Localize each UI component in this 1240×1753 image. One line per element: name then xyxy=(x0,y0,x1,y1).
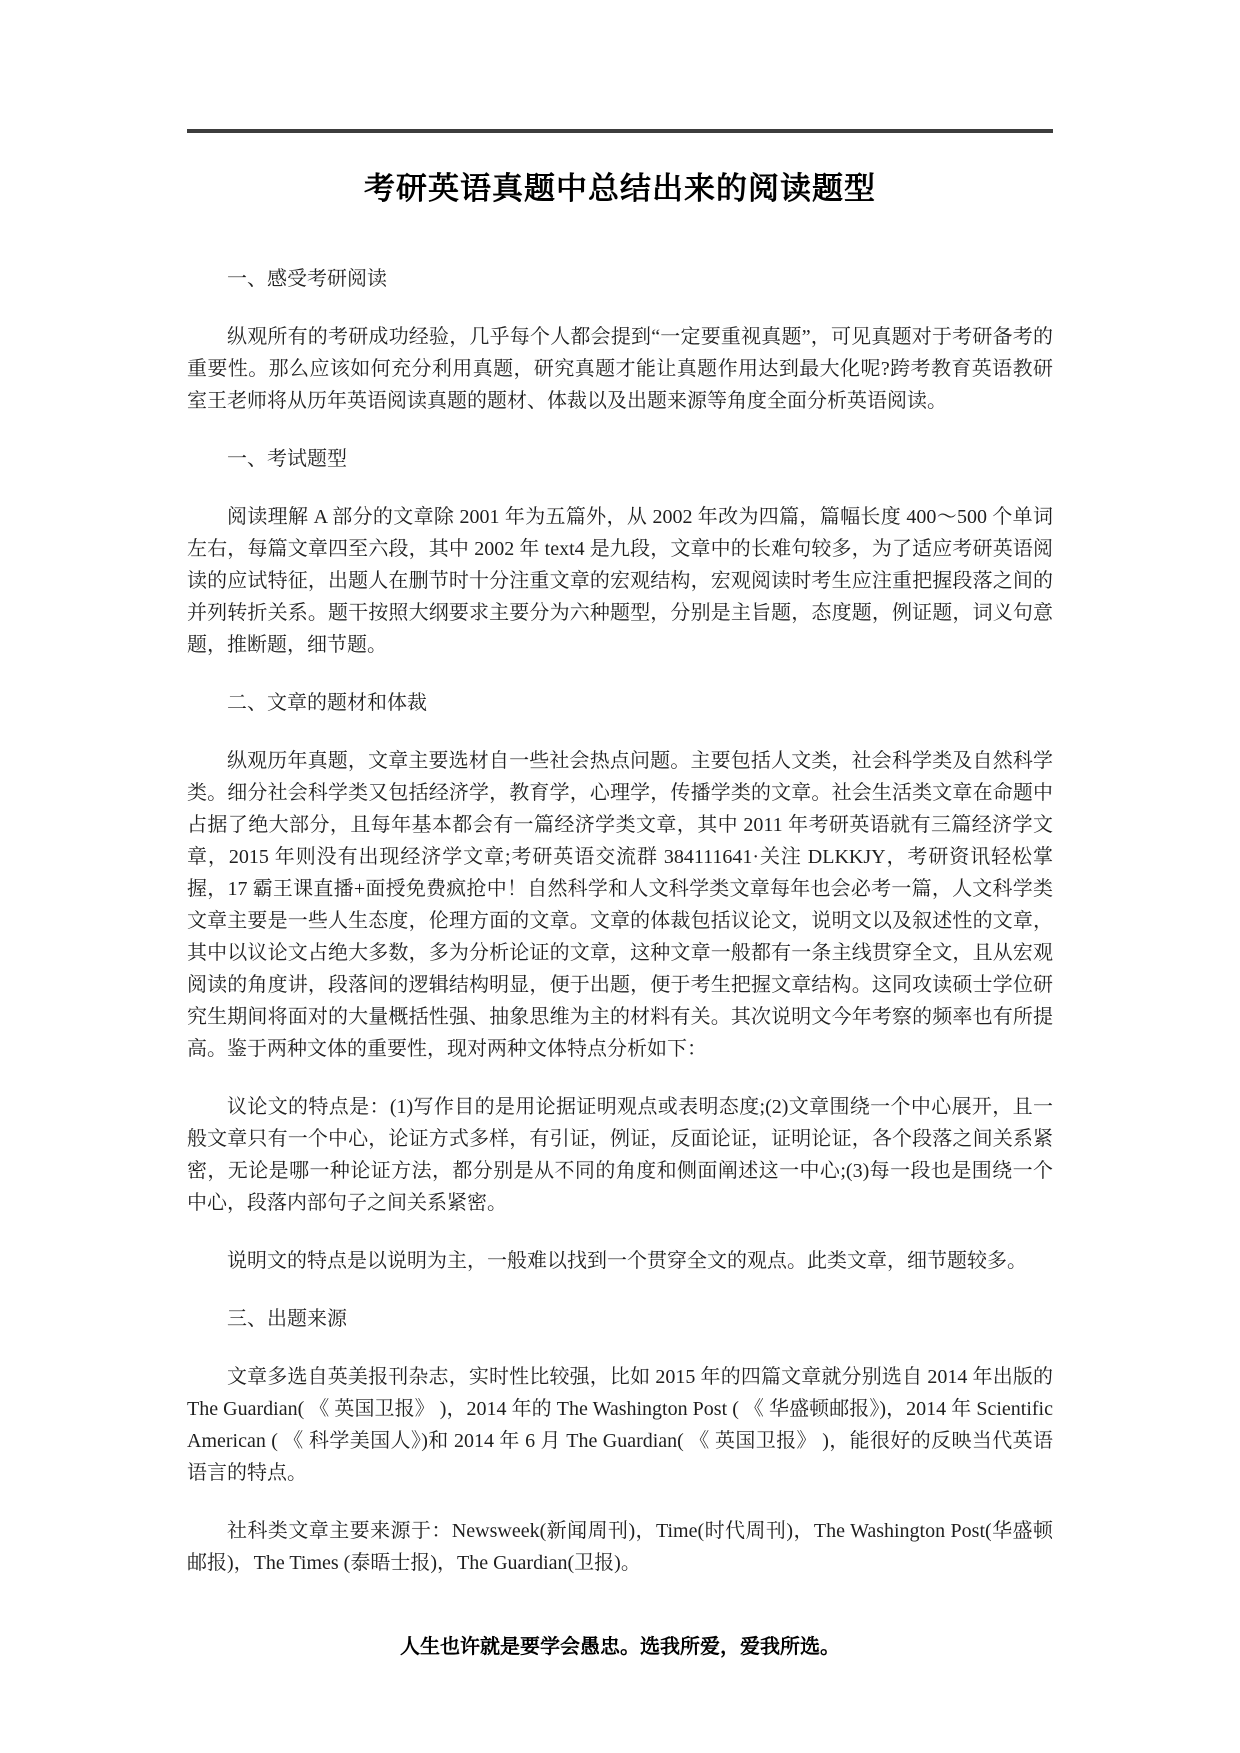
section-heading-subject-genre: 二、文章的题材和体裁 xyxy=(227,692,427,714)
section-heading-sources: 三、出题来源 xyxy=(227,1308,347,1330)
header-rule xyxy=(187,129,1053,133)
paragraph-sources: 文章多选自英美报刊杂志，实时性比较强，比如 2015 年的四篇文章就分别选自 2014 年出版的 The Guardian( 《 英国卫报》 )，2014 年的 The Washington Post ( 《 华盛顿邮报》)，2014 年 Scientific American ( 《 科学美国人》)和 2014 年 6 月 The Guardian( 《 英国卫报》 )，能很好的反映当代英语语言的特点。 xyxy=(187,1366,1053,1484)
section-heading-overview: 一、感受考研阅读 xyxy=(227,268,387,290)
document-content xyxy=(187,0,1053,1579)
paragraph-question-types: 阅读理解 A 部分的文章除 2001 年为五篇外，从 2002 年改为四篇，篇幅长度 400～500 个单词左右，每篇文章四至六段，其中 2002 年 text4 是九段，文章中的长难句较多，为了适应考研英语阅读的应试特征，出题人在删节时十分注重文章的宏观结构，宏观阅读时考生应注重把握段落之间的并列转折关系。题干按照大纲要求主要分为六种题型，分别是主旨题，态度题，例证题，词义句意题，推断题，细节题。 xyxy=(187,506,1053,656)
paragraph-subject-genre: 纵观历年真题，文章主要选材自一些社会热点问题。主要包括人文类，社会科学类及自然科学类。细分社会科学类又包括经济学，教育学，心理学，传播学类的文章。社会生活类文章在命题中占据了绝大部分，且每年基本都会有一篇经济学类文章，其中 2011 年考研英语就有三篇经济学文章，2015 年则没有出现经济学文章;考研英语交流群 384111641·关注 DLKKJY，考研资讯轻松掌握，17 霸王课直播+面授免费疯抢中！自然科学和人文科学类文章每年也会必考一篇，人文科学类文章主要是一些人生态度，伦理方面的文章。文章的体裁包括议论文，说明文以及叙述性的文章，其中以议论文占绝大多数，多为分析论证的文章，这种文章一般都有一条主线贯穿全文，且从宏观阅读的角度讲，段落间的逻辑结构明显，便于出题，便于考生把握文章结构。这同攻读硕士学位研究生期间将面对的大量概括性强、抽象思维为主的材料有关。其次说明文今年考察的频率也有所提高。鉴于两种文体的重要性，现对两种文体特点分析如下： xyxy=(187,750,1053,1060)
section-heading-question-types: 一、考试题型 xyxy=(227,448,347,470)
page-title: 考研英语真题中总结出来的阅读题型 xyxy=(364,171,876,206)
footer-motto: 人生也许就是要学会愚忠。选我所爱，爱我所选。 xyxy=(400,1636,840,1658)
paragraph-argumentative-features: 议论文的特点是：(1)写作目的是用论据证明观点或表明态度;(2)文章围绕一个中心展开，且一般文章只有一个中心，论证方式多样，有引证，例证，反面论证，证明论证，各个段落之间关系紧密，无论是哪一种论证方法，都分别是从不同的角度和侧面阐述这一中心;(3)每一段也是围绕一个中心，段落内部句子之间关系紧密。 xyxy=(187,1096,1053,1214)
paragraph-expository-features: 说明文的特点是以说明为主，一般难以找到一个贯穿全文的观点。此类文章，细节题较多。 xyxy=(227,1250,1027,1272)
paragraph-overview: 纵观所有的考研成功经验，几乎每个人都会提到“一定要重视真题”，可见真题对于考研备考的重要性。那么应该如何充分利用真题，研究真题才能让真题作用达到最大化呢?跨考教育英语教研室王老师将从历年英语阅读真题的题材、体裁以及出题来源等角度全面分析英语阅读。 xyxy=(187,326,1053,412)
paragraph-social-science-sources: 社科类文章主要来源于：Newsweek(新闻周刊)，Time(时代周刊)，The Washington Post(华盛顿邮报)，The Times (泰晤士报)，The Guardian(卫报)。 xyxy=(187,1520,1053,1574)
